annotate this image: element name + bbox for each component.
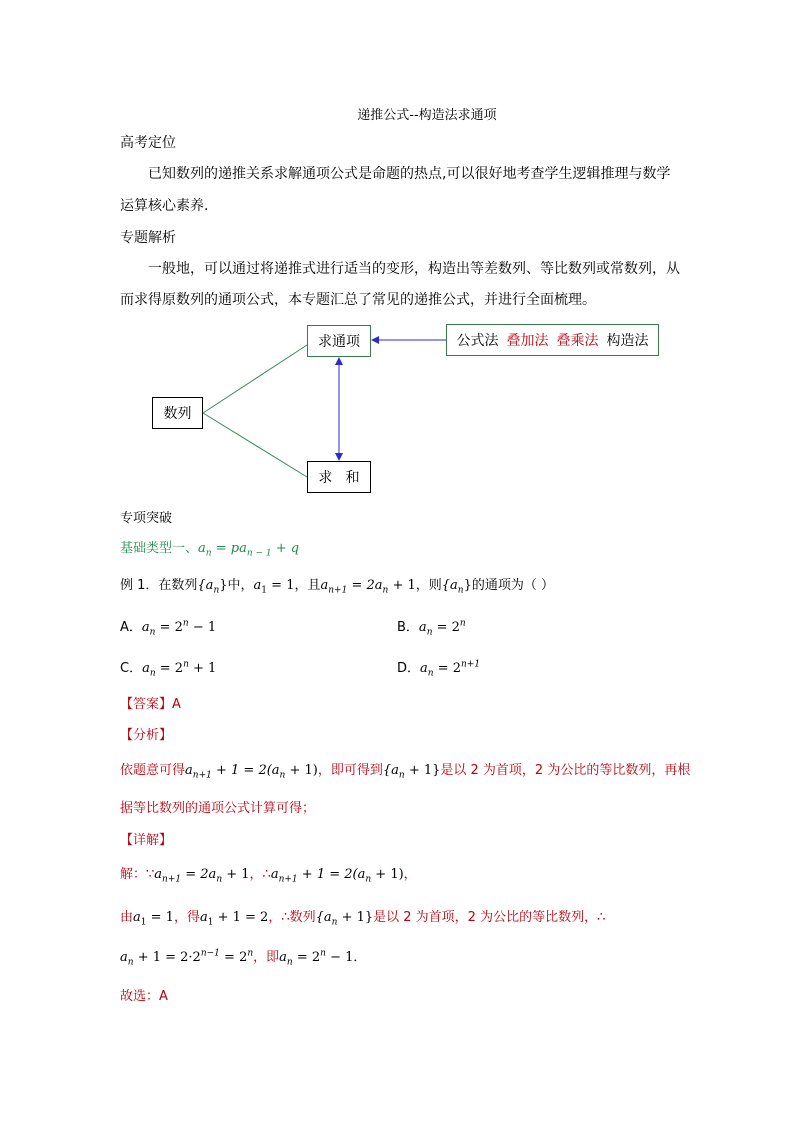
option-d[interactable]: D．$a_n = 2^{n+1}$ bbox=[397, 659, 481, 679]
final-choice-line bbox=[120, 988, 168, 1006]
section-heading-analysis: 专题解析 bbox=[120, 230, 176, 246]
basic-type-label: 基础类型一、 bbox=[120, 541, 199, 556]
answer-value: A bbox=[172, 697, 181, 712]
diagram-node-sequence: 数列 bbox=[152, 397, 203, 429]
detail-label: 【详解】 bbox=[120, 833, 173, 848]
example-1-question: 例 1．在数列$\{a_n\}$中，$a_1 = 1$，且$a_{n+1} = 2a_n + 1$，则$\{a_n\}$的通项为（ ） bbox=[120, 578, 555, 596]
basic-type-heading: 基础类型一、$a_n = pa_{n - 1} + q$ bbox=[120, 541, 300, 559]
detail-line2: 由$a_1 = 1$，得$a_1 + 1 = 2$，∴数列$\{a_n + 1\}$是以 2 为首项，2 为公比的等比数列，∴ bbox=[120, 910, 606, 928]
diagram-node-general-term: 求通项 bbox=[307, 325, 371, 357]
diagram-node-sum: 求 和 bbox=[307, 461, 371, 493]
answer-line bbox=[120, 696, 181, 714]
page-title: 递推公式--构造法求通项 bbox=[357, 108, 497, 123]
analysis-label: 【分析】 bbox=[120, 728, 173, 743]
final-choice-label: 故选： bbox=[120, 989, 160, 1004]
method-formula: 公式法 bbox=[456, 333, 499, 349]
analysis-paragraph-line1: 一般地，可以通过将递推式进行适当的变形，构造出等差数列、等比数列或常数列，从 bbox=[148, 261, 680, 277]
detail-line3: $a_n + 1 = 2\cdot 2^{n-1} = 2^n$，即$a_n = 2^n - 1$． bbox=[120, 948, 367, 968]
option-c[interactable]: C．$a_n = 2^n + 1$ bbox=[120, 659, 217, 679]
detail-line1: 解：$\because a_{n+1} = 2a_n + 1$，$\therefore a_{n+1} + 1 = 2(a_n + 1)$， bbox=[120, 867, 417, 885]
diagram-node-methods bbox=[446, 324, 659, 356]
method-multiplication: 叠乘法 bbox=[556, 333, 599, 349]
branch-line-bottom bbox=[203, 413, 307, 477]
answer-label: 【答案】 bbox=[120, 697, 173, 712]
analysis-line1: 依题意可得$a_{n+1} + 1 = 2(a_n + 1)$，即可得到$\{a_n + 1\}$是以 2 为首项，2 为公比的等比数列，再根 bbox=[120, 763, 691, 781]
method-construction: 构造法 bbox=[606, 333, 649, 349]
option-b[interactable]: B．$a_n = 2^n$ bbox=[397, 618, 466, 638]
analysis-line2: 据等比数列的通项公式计算可得； bbox=[120, 801, 316, 816]
final-choice-value: A bbox=[159, 989, 168, 1004]
intro-paragraph-line1: 已知数列的递推关系求解通项公式是命题的热点,可以很好地考查学生逻辑推理与数学 bbox=[148, 166, 671, 182]
intro-paragraph-line2: 运算核心素养. bbox=[120, 198, 209, 214]
analysis-paragraph-line2: 而求得原数列的通项公式，本专题汇总了常见的递推公式，并进行全面梳理。 bbox=[120, 292, 596, 308]
section-heading-practice: 专项突破 bbox=[120, 511, 173, 526]
section-heading-exam-position: 高考定位 bbox=[120, 135, 176, 151]
branch-line-top bbox=[203, 345, 307, 413]
method-addition: 叠加法 bbox=[506, 333, 549, 349]
option-a[interactable]: A．$a_n = 2^n - 1$ bbox=[120, 618, 217, 638]
